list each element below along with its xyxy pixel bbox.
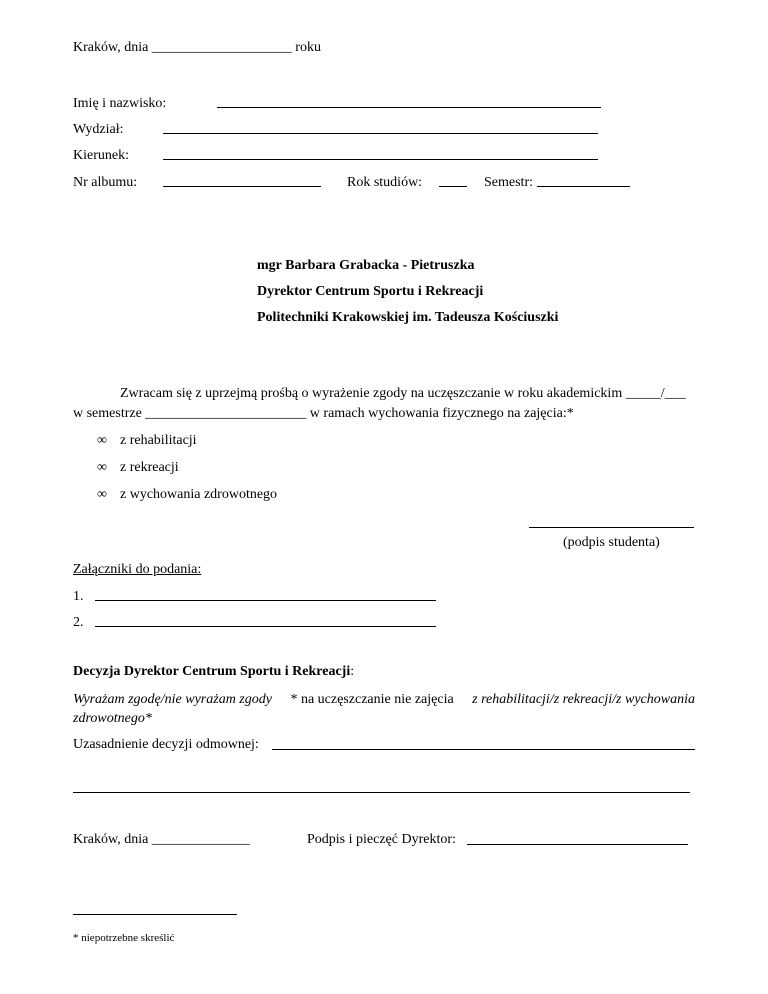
footnote-separator bbox=[73, 914, 237, 915]
album-label: Nr albumu: bbox=[73, 175, 138, 190]
decision-heading-text: Decyzja Dyrektor Centrum Sportu i Rekreacji bbox=[73, 664, 351, 679]
consent-line-2: zdrowotnego* bbox=[73, 711, 152, 726]
addressee-institution: Politechniki Krakowskiej im. Tadeusza Kościuszki bbox=[257, 310, 559, 325]
decision-heading-colon: : bbox=[350, 664, 355, 679]
justification-field[interactable] bbox=[272, 749, 695, 750]
request-line-1: Zwracam się z uprzejmą prośbą o wyrażenie zgody na uczęszczanie w roku akademickim _____/___ bbox=[120, 386, 686, 401]
attachments-title: Załączniki do podania: bbox=[73, 562, 202, 577]
consent-options[interactable]: Wyrażam zgodę/nie wyrażam zgody bbox=[73, 692, 272, 707]
justification-label: Uzasadnienie decyzji odmownej: bbox=[73, 737, 259, 752]
bullet-icon: ∞ bbox=[97, 433, 107, 448]
attachment-2-field[interactable] bbox=[95, 626, 436, 627]
option-rehabilitation[interactable]: z rehabilitacji bbox=[120, 433, 197, 448]
request-line-2: w semestrze _______________________ w ramach wychowania fizycznego na zajęcia:* bbox=[73, 406, 574, 421]
director-signature-field[interactable] bbox=[467, 844, 688, 845]
date-line: Kraków, dnia ____________________ roku bbox=[73, 40, 321, 55]
bullet-icon: ∞ bbox=[97, 460, 107, 475]
attachment-1-field[interactable] bbox=[95, 600, 436, 601]
addressee-title: Dyrektor Centrum Sportu i Rekreacji bbox=[257, 284, 484, 299]
year-label: Rok studiów: bbox=[347, 175, 423, 190]
consent-text: * na uczęszczanie nie zajęcia bbox=[290, 692, 454, 707]
consent-line-1 bbox=[73, 692, 695, 708]
footnote: * niepotrzebne skreślić bbox=[73, 932, 175, 944]
seal-label: Podpis i pieczęć Dyrektor: bbox=[307, 832, 456, 847]
bullet-icon: ∞ bbox=[97, 487, 107, 502]
direction-field[interactable] bbox=[163, 159, 598, 160]
direction-label: Kierunek: bbox=[73, 148, 129, 163]
option-recreation[interactable]: z rekreacji bbox=[120, 460, 179, 475]
attachment-number: 2. bbox=[73, 615, 84, 630]
faculty-field[interactable] bbox=[163, 133, 598, 134]
attachment-number: 1. bbox=[73, 589, 84, 604]
justification-field-continued[interactable] bbox=[73, 792, 690, 793]
semester-field[interactable] bbox=[537, 186, 630, 187]
name-label: Imię i nazwisko: bbox=[73, 96, 167, 111]
footer-date: Kraków, dnia ______________ bbox=[73, 832, 250, 847]
year-field[interactable] bbox=[439, 186, 467, 187]
activity-options[interactable]: z rehabilitacji/z rekreacji/z wychowania bbox=[472, 692, 695, 707]
album-field[interactable] bbox=[163, 186, 321, 187]
addressee-name: mgr Barbara Grabacka - Pietruszka bbox=[257, 258, 475, 273]
decision-heading bbox=[73, 664, 354, 680]
student-signature-field[interactable] bbox=[529, 527, 694, 528]
student-signature-label: (podpis studenta) bbox=[563, 535, 660, 550]
faculty-label: Wydział: bbox=[73, 122, 124, 137]
option-health-education[interactable]: z wychowania zdrowotnego bbox=[120, 487, 278, 502]
semester-label: Semestr: bbox=[484, 175, 533, 190]
name-field[interactable] bbox=[217, 107, 601, 108]
